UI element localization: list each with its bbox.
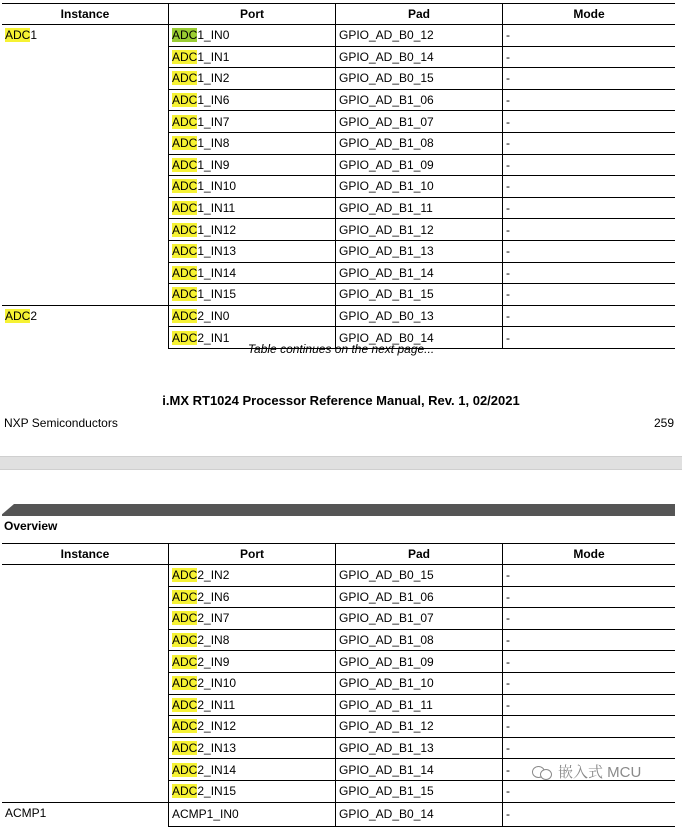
mode-cell: - <box>503 694 676 716</box>
mode-cell: - <box>503 46 676 68</box>
port-label: 1_IN0 <box>197 28 230 43</box>
pad-cell: GPIO_AD_B1_12 <box>336 219 503 241</box>
port-label: ACMP1_IN0 <box>172 807 239 822</box>
mode-cell: - <box>503 132 676 154</box>
port-label: 2_IN11 <box>197 697 236 712</box>
instance-cell <box>2 25 169 306</box>
mode-cell: - <box>503 68 676 90</box>
port-cell <box>169 651 336 673</box>
pad-cell: GPIO_AD_B1_15 <box>336 780 503 802</box>
pad-cell: GPIO_AD_B1_07 <box>336 111 503 133</box>
port-label: 1_IN14 <box>197 265 237 280</box>
pad-cell: GPIO_AD_B0_15 <box>336 565 503 587</box>
port-label: 1_IN10 <box>197 179 237 194</box>
search-highlight: ADC <box>172 741 198 756</box>
port-label: 1_IN8 <box>197 136 230 151</box>
port-cell <box>169 802 336 826</box>
mode-cell: - <box>503 111 676 133</box>
search-highlight: ADC <box>172 93 198 108</box>
mode-cell: - <box>503 565 676 587</box>
port-label: 1_IN12 <box>197 222 237 237</box>
pad-cell: GPIO_AD_B1_12 <box>336 716 503 738</box>
mode-cell: - <box>503 802 676 826</box>
search-highlight: ADC <box>172 654 198 669</box>
port-cell <box>169 262 336 284</box>
mode-cell: - <box>503 154 676 176</box>
mode-cell: - <box>503 759 676 781</box>
search-highlight: ADC <box>172 784 198 799</box>
port-cell <box>169 672 336 694</box>
mode-cell: - <box>503 25 676 47</box>
mode-cell: - <box>503 219 676 241</box>
pad-cell: GPIO_AD_B1_09 <box>336 651 503 673</box>
search-highlight: ADC <box>172 309 198 324</box>
table-continues-note: Table continues on the next page... <box>247 342 435 356</box>
mode-cell: - <box>503 608 676 630</box>
port-label: 2_IN1 <box>197 330 230 345</box>
port-cell <box>169 132 336 154</box>
pad-cell: GPIO_AD_B1_11 <box>336 694 503 716</box>
port-cell <box>169 586 336 608</box>
port-label: 1_IN11 <box>197 201 236 216</box>
search-highlight: ADC <box>172 762 198 777</box>
search-highlight: ADC <box>172 330 198 345</box>
port-label: 1_IN7 <box>197 114 230 129</box>
search-highlight: ADC <box>172 697 198 712</box>
pad-cell: GPIO_AD_B0_13 <box>336 305 503 327</box>
search-highlight: ADC <box>172 71 198 86</box>
mode-cell: - <box>503 240 676 262</box>
search-highlight: ADC <box>172 179 198 194</box>
port-label: 2_IN10 <box>197 676 237 691</box>
table-row <box>2 305 675 327</box>
pad-cell: GPIO_AD_B1_13 <box>336 737 503 759</box>
pad-cell: GPIO_AD_B1_10 <box>336 672 503 694</box>
search-highlight: ADC <box>172 719 198 734</box>
pad-cell: GPIO_AD_B1_13 <box>336 240 503 262</box>
port-cell <box>169 240 336 262</box>
search-highlight: ADC <box>172 265 198 280</box>
port-cell <box>169 154 336 176</box>
document-page-260 <box>0 470 682 822</box>
watermark-text: 嵌入式 MCU <box>558 764 642 781</box>
port-cell <box>169 25 336 47</box>
port-cell <box>169 89 336 111</box>
port-cell <box>169 629 336 651</box>
wechat-icon <box>532 765 554 779</box>
pad-cell: GPIO_AD_B1_09 <box>336 154 503 176</box>
instance-label: 1 <box>30 28 38 42</box>
search-highlight: ADC <box>5 28 31 42</box>
port-label: 2_IN2 <box>197 568 230 583</box>
port-cell <box>169 305 336 327</box>
header-port: Port <box>169 544 336 565</box>
mode-cell: - <box>503 780 676 802</box>
header-instance: Instance <box>2 4 169 25</box>
section-heading: Overview <box>4 519 58 533</box>
search-highlight: ADC <box>172 633 198 648</box>
port-label: 1_IN1 <box>197 49 230 64</box>
port-label: 2_IN14 <box>197 762 237 777</box>
search-highlight: ADC <box>172 222 198 237</box>
instance-cell <box>2 565 169 803</box>
watermark <box>532 761 641 782</box>
mode-cell: - <box>503 629 676 651</box>
port-cell <box>169 111 336 133</box>
port-label: 2_IN12 <box>197 719 237 734</box>
mode-cell: - <box>503 716 676 738</box>
port-cell <box>169 608 336 630</box>
port-label: 2_IN9 <box>197 654 230 669</box>
search-highlight: ADC <box>172 676 198 691</box>
port-label: 2_IN7 <box>197 611 230 626</box>
search-highlight: ADC <box>172 157 198 172</box>
header-mode: Mode <box>503 4 676 25</box>
pad-cell: GPIO_AD_B0_15 <box>336 68 503 90</box>
search-highlight: ADC <box>172 136 198 151</box>
header-pad: Pad <box>336 4 503 25</box>
search-highlight: ADC <box>172 114 198 129</box>
port-cell <box>169 716 336 738</box>
mode-cell: - <box>503 672 676 694</box>
section-header-bar <box>2 504 675 516</box>
search-highlight: ADC <box>172 244 198 259</box>
search-highlight: ADC <box>172 287 198 302</box>
pad-cell: GPIO_AD_B1_15 <box>336 284 503 306</box>
port-label: 2_IN15 <box>197 784 237 799</box>
page-separator <box>0 456 682 470</box>
instance-label: ACMP1 <box>5 805 47 820</box>
port-label: 1_IN6 <box>197 93 230 108</box>
header-pad: Pad <box>336 544 503 565</box>
pad-cell: GPIO_AD_B0_14 <box>336 46 503 68</box>
header-port: Port <box>169 4 336 25</box>
pad-cell: GPIO_AD_B1_14 <box>336 262 503 284</box>
port-cell <box>169 284 336 306</box>
table-header-row <box>2 544 675 565</box>
footer-company: NXP Semiconductors <box>4 416 118 430</box>
mode-cell: - <box>503 651 676 673</box>
header-mode: Mode <box>503 544 676 565</box>
table-header-row <box>2 4 675 25</box>
pad-cell: GPIO_AD_B1_06 <box>336 586 503 608</box>
port-cell <box>169 46 336 68</box>
port-label: 2_IN8 <box>197 633 230 648</box>
pad-cell: GPIO_AD_B1_06 <box>336 89 503 111</box>
pad-cell: GPIO_AD_B1_11 <box>336 197 503 219</box>
search-highlight: ADC <box>172 201 198 216</box>
port-label: 1_IN9 <box>197 157 230 172</box>
mode-cell: - <box>503 197 676 219</box>
pin-mux-table-continued <box>2 543 675 827</box>
search-highlight: ADC <box>172 589 198 604</box>
pad-cell: GPIO_AD_B1_07 <box>336 608 503 630</box>
pad-cell: GPIO_AD_B1_08 <box>336 132 503 154</box>
port-cell <box>169 759 336 781</box>
instance-label: 2 <box>30 308 38 323</box>
pad-cell: GPIO_AD_B0_14 <box>336 802 503 826</box>
active-search-highlight: ADC <box>172 28 198 43</box>
search-highlight: ADC <box>172 49 198 64</box>
port-cell <box>169 68 336 90</box>
table-row <box>2 565 675 587</box>
page-number: 259 <box>653 416 674 430</box>
mode-cell: - <box>503 327 676 349</box>
port-cell <box>169 694 336 716</box>
mode-cell: - <box>503 176 676 198</box>
mode-cell: - <box>503 737 676 759</box>
mode-cell: - <box>503 89 676 111</box>
search-highlight: ADC <box>172 611 198 626</box>
port-cell <box>169 565 336 587</box>
port-label: 1_IN15 <box>197 287 237 302</box>
search-highlight: ADC <box>5 308 31 323</box>
mode-cell: - <box>503 305 676 327</box>
mode-cell: - <box>503 284 676 306</box>
pad-cell: GPIO_AD_B1_08 <box>336 629 503 651</box>
port-cell <box>169 197 336 219</box>
table-row <box>2 802 675 826</box>
mode-cell: - <box>503 262 676 284</box>
port-label: 2_IN6 <box>197 589 230 604</box>
port-label: 1_IN2 <box>197 71 230 86</box>
document-title: i.MX RT1024 Processor Reference Manual, Rev. 1, 02/2021 <box>162 393 520 408</box>
instance-cell <box>2 802 169 826</box>
table-row <box>2 25 675 47</box>
port-cell <box>169 737 336 759</box>
port-cell <box>169 176 336 198</box>
port-label: 2_IN0 <box>197 309 230 324</box>
mode-cell: - <box>503 586 676 608</box>
pad-cell: GPIO_AD_B1_10 <box>336 176 503 198</box>
search-highlight: ADC <box>172 568 198 583</box>
pin-mux-table <box>2 3 675 349</box>
pad-cell: GPIO_AD_B0_12 <box>336 25 503 47</box>
header-instance: Instance <box>2 544 169 565</box>
pad-cell: GPIO_AD_B0_14 <box>336 327 503 349</box>
port-label: 2_IN13 <box>197 741 237 756</box>
port-cell <box>169 219 336 241</box>
pad-cell: GPIO_AD_B1_14 <box>336 759 503 781</box>
port-label: 1_IN13 <box>197 244 237 259</box>
port-cell <box>169 780 336 802</box>
